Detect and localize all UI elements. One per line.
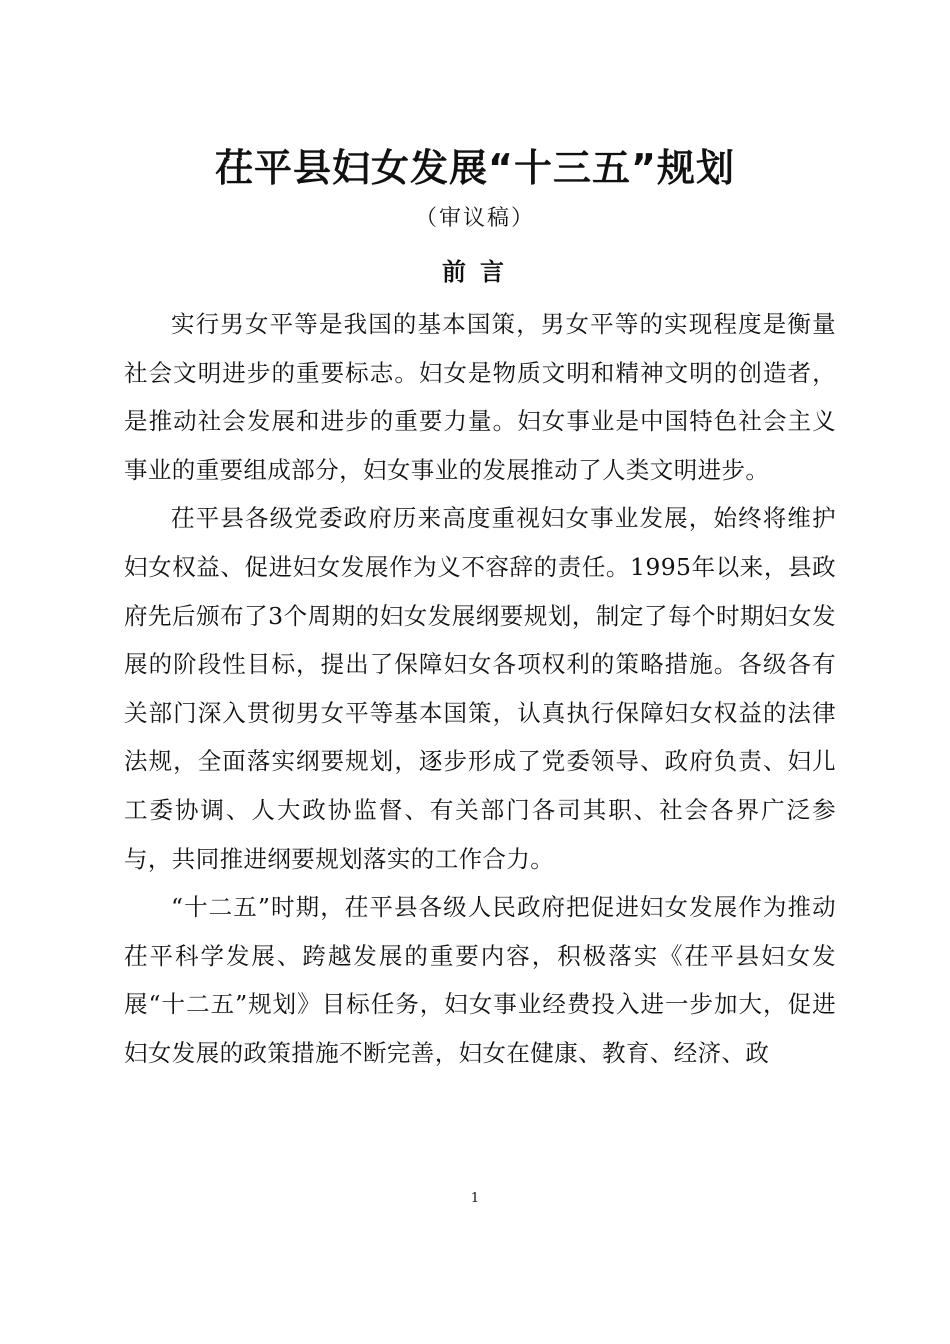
document-subtitle: （审议稿） <box>414 206 535 231</box>
paragraph-3: “十二五”时期，茌平县各级人民政府把促进妇女发展作为推动茌平科学发展、跨越发展的重要内容，积极落实《茌平县妇女发展“十二五”规划》目标任务，妇女事业经费投入进一步加大，促进妇女发展的政策措施不断完善，妇女在健康、教育、经济、政 <box>124 893 836 1067</box>
page-number: 1 <box>470 1191 480 1206</box>
document-title: 茌平县妇女发展“十三五”规划 <box>215 146 735 190</box>
paragraph-1: 实行男女平等是我国的基本国策，男女平等的实现程度是衡量社会文明进步的重要标志。妇女是物质文明和精神文明的创造者，是推动社会发展和进步的重要力量。妇女事业是中国特色社会主义事业的重要组成部分，妇女事业的发展推动了人类文明进步。 <box>124 310 836 484</box>
document-body <box>124 300 836 1078</box>
paragraph-2: 茌平县各级党委政府历来高度重视妇女事业发展，始终将维护妇女权益、促进妇女发展作为义不容辞的责任。1995年以来，县政府先后颁布了3个周期的妇女发展纲要规划，制定了每个时期妇女发展的阶段性目标，提出了保障妇女各项权利的策略措施。各级各有关部门深入贯彻男女平等基本国策，认真执行保障妇女权益的法律法规，全面落实纲要规划，逐步形成了党委领导、政府负责、妇儿工委协调、人大政协监督、有关部门各司其职、社会各界广泛参与，共同推进纲要规划落实的工作合力。 <box>124 504 836 873</box>
section-heading: 前言 <box>442 258 518 286</box>
